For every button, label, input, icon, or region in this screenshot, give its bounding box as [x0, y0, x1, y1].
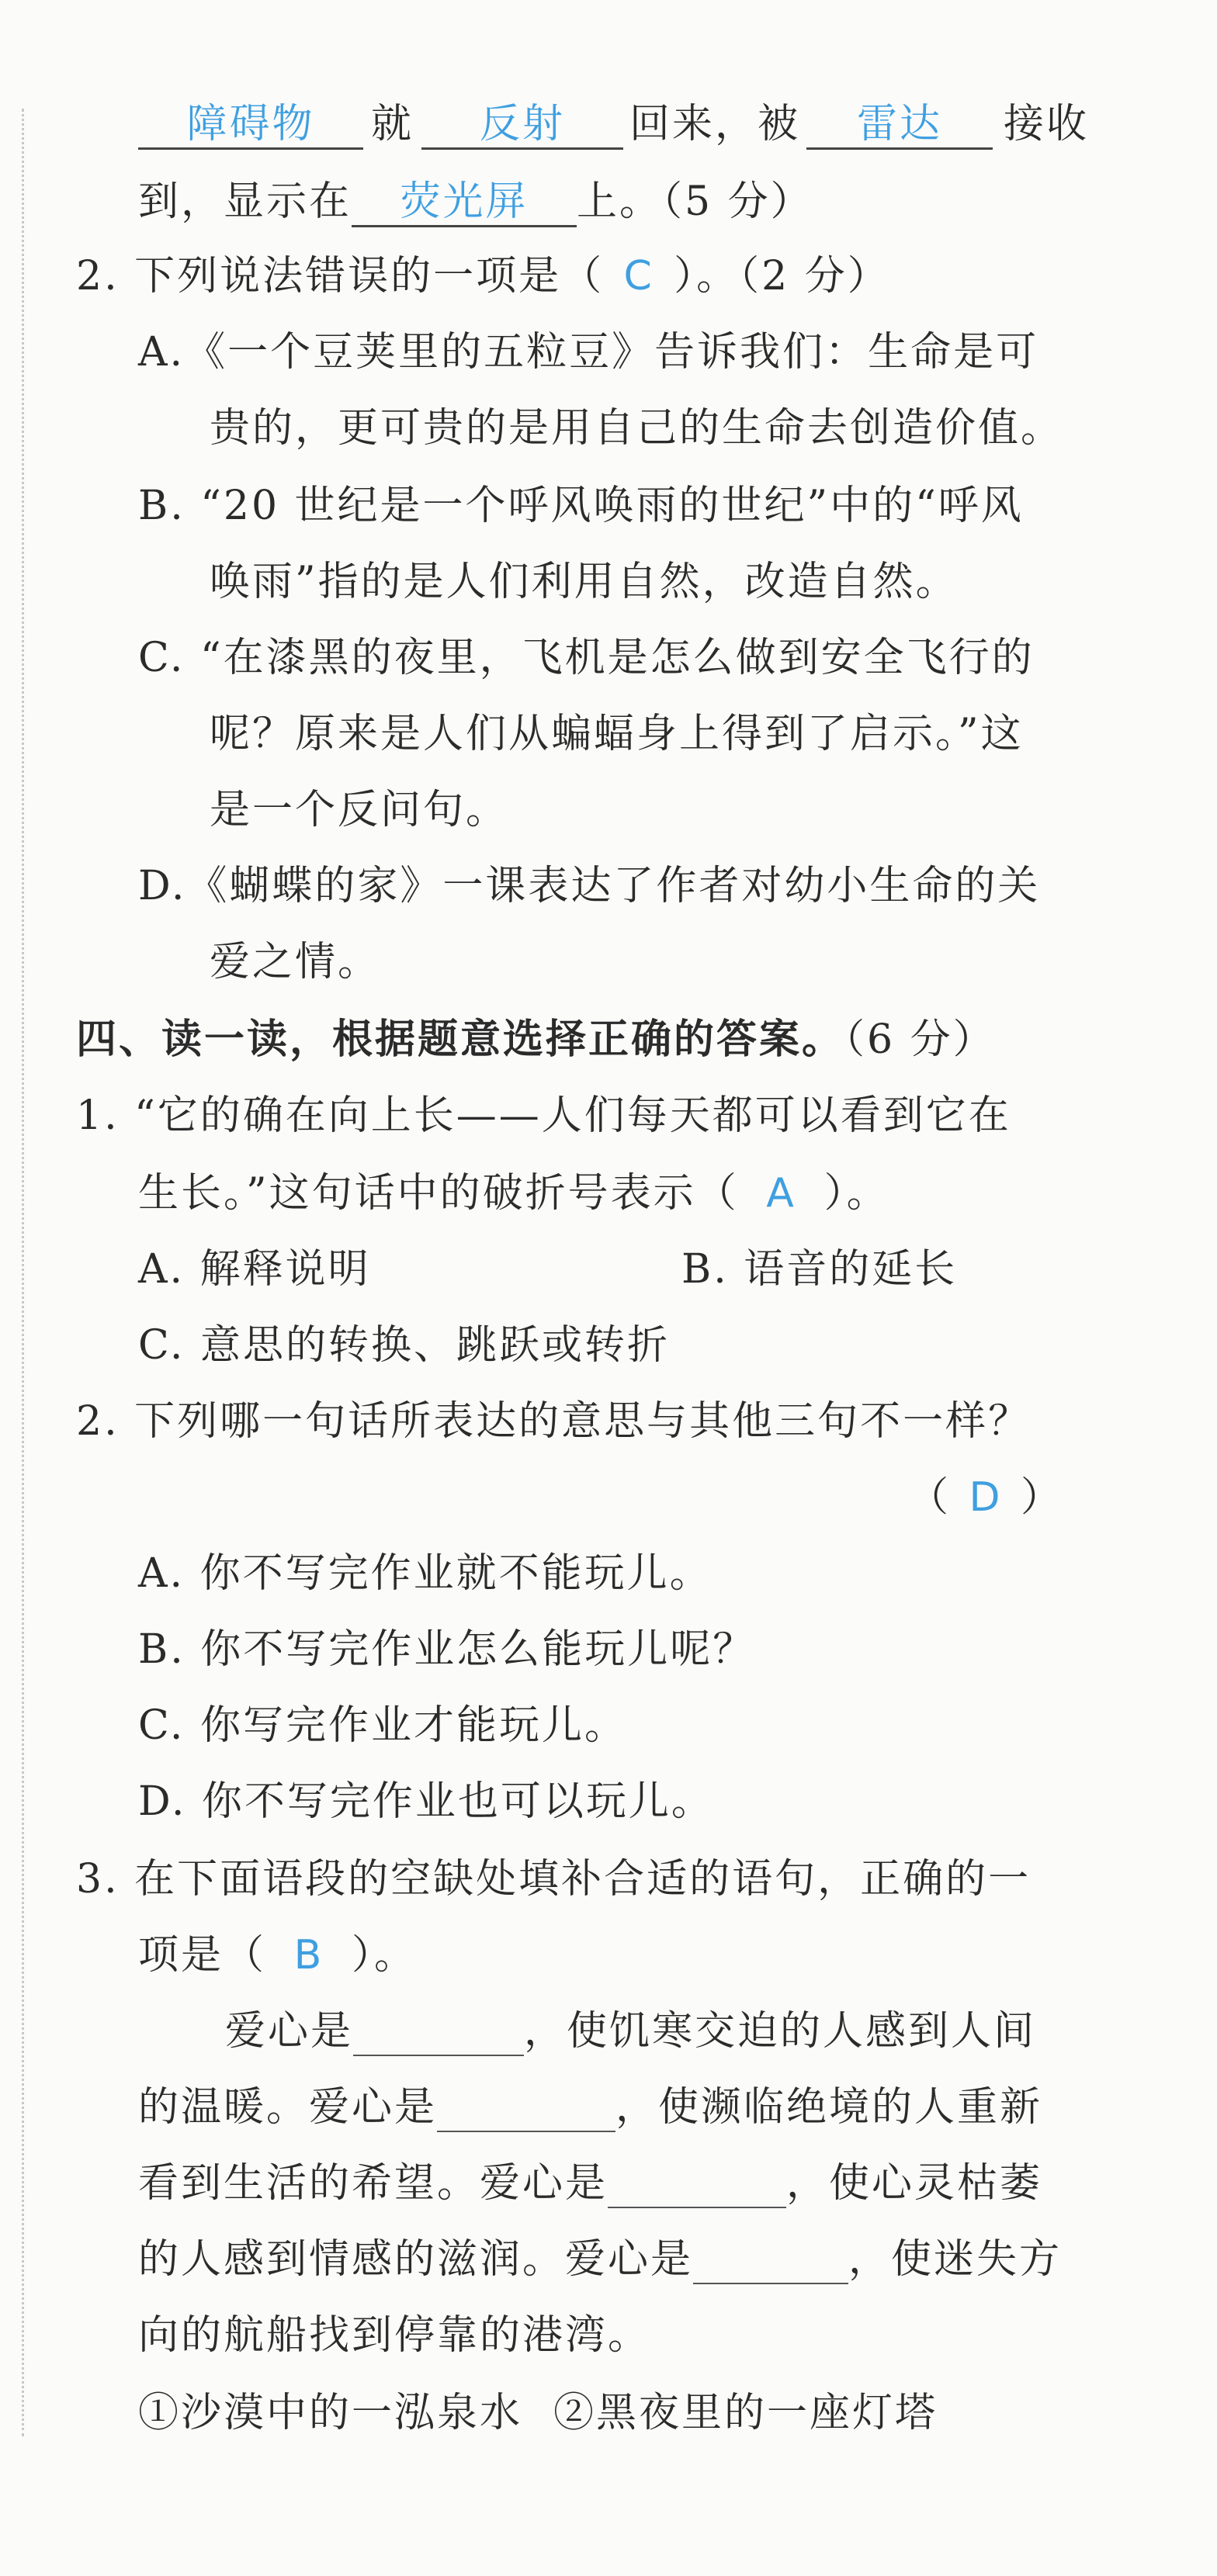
question-number: 1. [76, 1092, 120, 1139]
s4-question-1-line-1 [76, 1091, 1011, 1141]
option-d-line-1: D.《蝴蝶的家》一课表达了作者对幼小生命的关 [138, 863, 1041, 909]
s4-q2-option-a: A. 你不写完作业就不能玩儿。 [138, 1550, 713, 1597]
text-jieshou: 接收 [1004, 101, 1090, 147]
choice-2: ②黑夜里的一座灯塔 [553, 2390, 938, 2436]
passage-line-1 [225, 2006, 1036, 2056]
fill-blank-line-1 [138, 99, 1089, 150]
question-text: 项是（ [138, 1932, 267, 1979]
paren-open: （ [908, 1474, 952, 1521]
answer-d: D [969, 1474, 1003, 1521]
choice-1: ①沙漠中的一泓泉水 [138, 2390, 523, 2436]
answer-a: A [766, 1170, 796, 1217]
blank-answer-radar: 雷达 [806, 101, 993, 150]
s4-q1-option-a: A. 解释说明 [138, 1246, 371, 1293]
section-score: （6 分） [844, 1016, 996, 1063]
blank-answer-obstacle: 障碍物 [138, 101, 363, 150]
option-d-line-2: 爱之情。 [210, 939, 381, 985]
question-text-end: ）。 [823, 1170, 889, 1217]
option-c-line-2: 呢？原来是人们从蝙蝠身上得到了启示。”这 [210, 711, 1024, 757]
blank-answer-screen: 荧光屏 [352, 178, 577, 227]
s4-question-3-line-2 [138, 1930, 417, 1980]
question-number: 3. [76, 1856, 120, 1903]
passage-line-3 [138, 2159, 1042, 2208]
option-b-line-1: B. “20 世纪是一个呼风唤雨的世纪”中的“呼风 [138, 483, 1024, 529]
s4-q2-answer-paren [908, 1473, 1063, 1522]
passage-text: 看到生活的希望。爱心是 [138, 2160, 608, 2207]
option-c-line-1: C. “在漆黑的夜里，飞机是怎么做到安全飞行的 [138, 635, 1035, 681]
question-number: 2. [76, 253, 120, 299]
passage-text: ，使迷失方 [848, 2236, 1063, 2283]
passage-text: 爱心是 [225, 2008, 354, 2055]
passage-text: ，使饥寒交迫的人感到人间 [524, 2008, 1037, 2055]
text-jiu: 就 [371, 101, 414, 147]
choice-line [138, 2388, 938, 2438]
margin-dotted-line [22, 109, 24, 2436]
option-a-line-1: A.《一个豆荚里的五粒豆》告诉我们：生命是可 [138, 329, 1039, 376]
passage-text: 的温暖。爱心是 [138, 2084, 438, 2131]
passage-line-4 [138, 2235, 1062, 2284]
passage-blank-3 [608, 2160, 786, 2208]
s4-q2-option-b: B. 你不写完作业怎么能玩儿呢？ [138, 1626, 756, 1673]
s4-q2-option-d: D. 你不写完作业也可以玩儿。 [138, 1778, 714, 1825]
option-b-line-2: 唤雨”指的是人们利用自然，改造自然。 [210, 559, 959, 605]
passage-text: ，使心灵枯萎 [786, 2160, 1043, 2207]
section-title: 四、读一读，根据题意选择正确的答案。 [76, 1016, 845, 1063]
passage-blank-4 [693, 2236, 848, 2284]
text-huilai: 回来，被 [629, 101, 801, 147]
passage-line-2 [138, 2083, 1042, 2132]
passage-line-5: 向的航船找到停靠的港湾。 [138, 2312, 651, 2359]
s4-question-1-line-2 [138, 1169, 889, 1218]
question-2-stem [76, 251, 890, 301]
blank-answer-reflect: 反射 [421, 101, 623, 150]
s4-q2-option-c: C. 你写完作业才能玩儿。 [138, 1702, 627, 1749]
passage-text: 的人感到情感的滋润。爱心是 [138, 2236, 694, 2283]
option-c-line-3: 是一个反问句。 [210, 787, 509, 833]
text-score-5: 上。（5 分） [577, 178, 813, 225]
question-number: 2. [76, 1398, 120, 1445]
passage-text: ，使濒临绝境的人重新 [615, 2084, 1043, 2131]
s4-question-2-stem [76, 1397, 1031, 1446]
passage-blank-2 [437, 2084, 615, 2132]
question-text-end: ）。 [352, 1932, 418, 1979]
answer-b: B [293, 1932, 324, 1979]
option-a-line-2: 贵的，更可贵的是用自己的生命去创造价值。 [210, 405, 1064, 452]
paren-close: ） [1021, 1474, 1064, 1521]
s4-q1-option-c: C. 意思的转换、跳跃或转折 [138, 1322, 670, 1369]
answer-c: C [623, 253, 654, 299]
question-text-end: ）。（2 分） [674, 253, 890, 299]
question-text: 下列哪一句话所表达的意思与其他三句不一样？ [134, 1398, 1032, 1445]
question-text: 在下面语段的空缺处填补合适的语句，正确的一 [134, 1856, 1032, 1903]
s4-question-3-line-1 [76, 1854, 1031, 1904]
passage-blank-1 [353, 2008, 524, 2056]
section-4-heading [76, 1015, 996, 1065]
question-text: 生长。”这句话中的破折号表示（ [138, 1170, 739, 1217]
text-display: 到，显示在 [138, 178, 352, 225]
s4-q1-option-b: B. 语音的延长 [681, 1246, 958, 1293]
question-text: 下列说法错误的一项是（ [134, 253, 605, 299]
fill-blank-line-2 [138, 177, 813, 227]
question-text: “它的确在向上长——人们每天都可以看到它在 [134, 1092, 1011, 1139]
